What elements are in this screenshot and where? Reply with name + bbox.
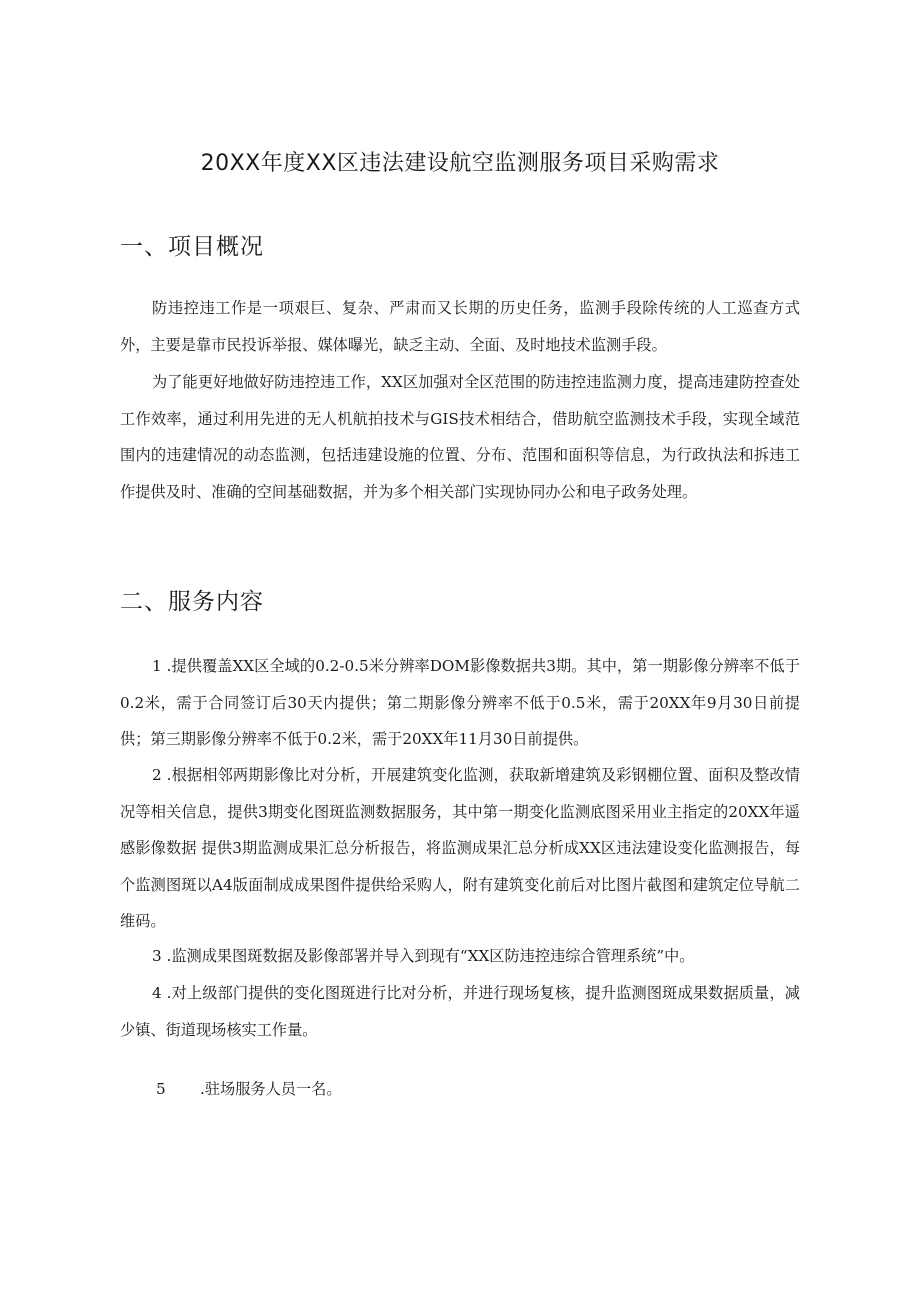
overview-paragraph-1: 防违控违工作是一项艰巨、复杂、严肃而又长期的历史任务，监测手段除传统的人工巡查方式外，主要是靠市民投诉举报、媒体曝光，缺乏主动、全面、及时地技术监测手段。	[120, 299, 800, 354]
service-item-3: 3 .监测成果图斑数据及影像部署并导入到现有“XX区防违控违综合管理系统”中。	[152, 947, 695, 965]
section-heading-services: 二、服务内容	[120, 589, 264, 615]
section-heading-overview: 一、项目概况	[120, 234, 264, 260]
service-item-5	[156, 1071, 342, 1107]
service-item-2: 2 .根据相邻两期影像比对分析，开展建筑变化监测，获取新增建筑及彩钢棚位置、面积及整改情况等相关信息，提供3期变化图斑监测数据服务，其中第一期变化监测底图采用业主指定的20XX年遥感影像数据 提供3期监测成果汇总分析报告，将监测成果汇总分析成XX区违法建设变化监测报告，每个监测图斑以A4版面制成成果图件提供给采购人，附有建筑变化前后对比图片截图和建筑定位导航二维码。	[120, 766, 800, 930]
service-item-4: 4 .对上级部门提供的变化图斑进行比对分析，并进行现场复核，提升监测图斑成果数据质量，减少镇、街道现场核实工作量。	[120, 984, 800, 1039]
overview-paragraph-2: 为了能更好地做好防违控违工作，XX区加强对全区范围的防违控违监测力度，提高违建防控查处工作效率，通过利用先进的无人机航拍技术与GIS技术相结合，借助航空监测技术手段，实现全域范围内的违建情况的动态监测，包括违建设施的位置、分布、范围和面积等信息，为行政执法和拆违工作提供及时、准确的空间基础数据，并为多个相关部门实现协同办公和电子政务处理。	[120, 373, 800, 501]
service-item-5-number: 5	[156, 1080, 166, 1098]
service-item-1: 1 .提供覆盖XX区全域的0.2-0.5米分辨率DOM影像数据共3期。其中，第一期影像分辨率不低于0.2米，需于合同签订后30天内提供；第二期影像分辨率不低于0.5米，需于20XX年9月30日前提供；第三期影像分辨率不低于0.2米，需于20XX年11月30日前提供。	[120, 657, 800, 748]
service-item-5-text: .驻场服务人员一名。	[200, 1080, 342, 1098]
document-title: 20XX年度XX区违法建设航空监测服务项目采购需求	[200, 151, 720, 176]
